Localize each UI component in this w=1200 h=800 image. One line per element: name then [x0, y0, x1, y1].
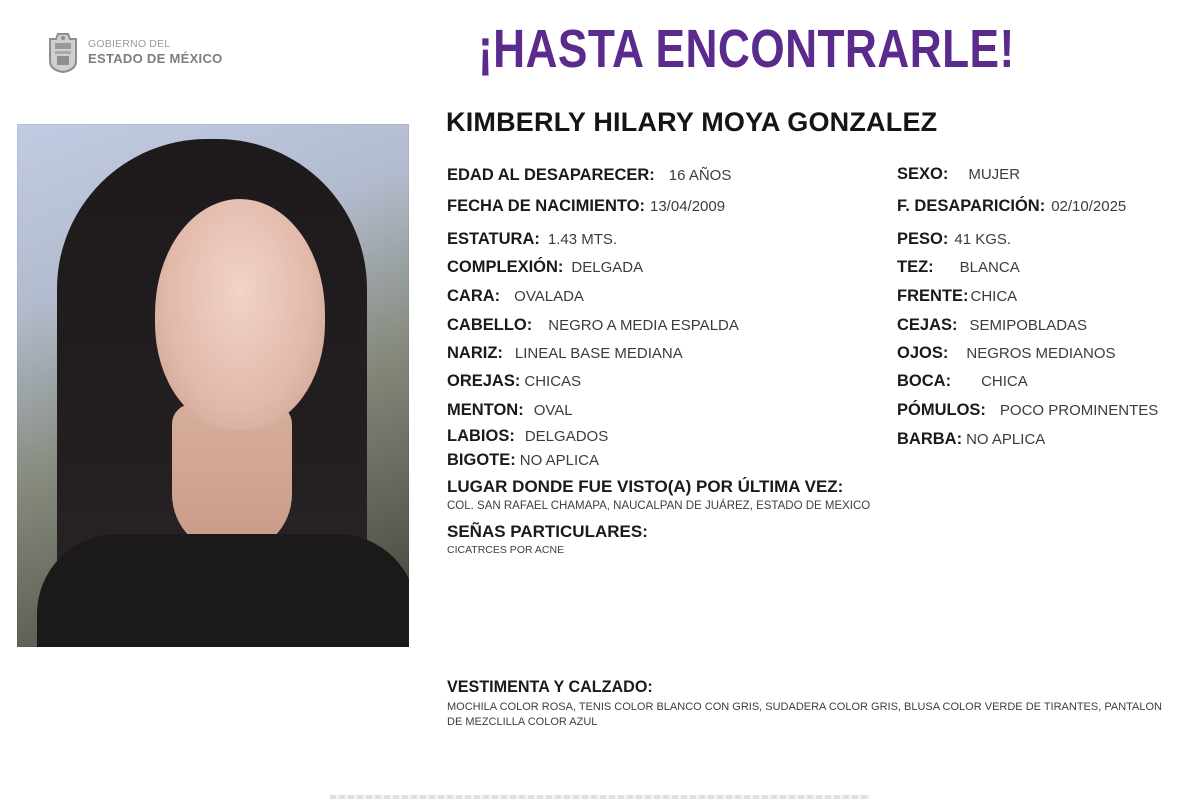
field-value: MUJER — [968, 166, 1021, 183]
field-edad — [447, 167, 731, 184]
field-value: 13/04/2009 — [650, 198, 726, 215]
field-frente — [897, 288, 1017, 305]
field-label: OREJAS: — [447, 372, 521, 390]
field-label: BIGOTE: — [447, 451, 516, 469]
field-label: SEXO: — [897, 165, 949, 183]
field-pomulos — [897, 402, 1158, 419]
field-complexion — [447, 259, 643, 276]
state-crest-icon — [46, 31, 80, 73]
field-label: FRENTE: — [897, 287, 969, 305]
field-label: BOCA: — [897, 372, 952, 390]
field-label: PESO: — [897, 230, 949, 248]
field-value: CHICA — [981, 373, 1028, 390]
field-estatura — [447, 231, 617, 248]
field-label: MENTON: — [447, 401, 524, 419]
field-value: DELGADOS — [524, 428, 609, 445]
field-orejas — [447, 373, 581, 390]
government-logo — [46, 31, 223, 73]
field-cabello — [447, 317, 739, 334]
field-nariz — [447, 345, 683, 362]
person-name: KIMBERLY HILARY MOYA GONZALEZ — [446, 107, 938, 137]
field-bigote — [447, 452, 599, 469]
field-fecha-desaparicion — [897, 198, 1126, 215]
field-value: SEMIPOBLADAS — [969, 317, 1088, 334]
field-barba — [897, 431, 1045, 448]
clothing-text: MOCHILA COLOR ROSA, TENIS COLOR BLANCO CON GRIS, SUDADERA COLOR GRIS, BLUSA COLOR VERDE DE TIRANTES, PANTALON DE MEZCLILLA COLOR AZUL — [447, 701, 1162, 728]
field-value: NEGRO A MEDIA ESPALDA — [548, 317, 739, 334]
field-label: ESTATURA: — [447, 230, 540, 248]
field-label: CABELLO: — [447, 316, 533, 334]
field-label: TEZ: — [897, 258, 934, 276]
field-value: 16 AÑOS — [668, 167, 732, 184]
field-tez — [897, 259, 1020, 276]
field-label: NARIZ: — [447, 344, 503, 362]
field-value: LINEAL BASE MEDIANA — [514, 345, 683, 362]
field-label: BARBA: — [897, 430, 963, 448]
field-value: DELGADA — [571, 259, 644, 276]
field-label: CEJAS: — [897, 316, 958, 334]
field-value: NO APLICA — [966, 431, 1046, 448]
logo-line2: ESTADO DE MÉXICO — [88, 50, 223, 66]
last-seen-title: LUGAR DONDE FUE VISTO(A) POR ÚLTIMA VEZ: — [447, 477, 844, 496]
field-value: NEGROS MEDIANOS — [966, 345, 1116, 362]
field-value: 1.43 MTS. — [547, 231, 618, 248]
field-cejas — [897, 317, 1087, 334]
field-value: OVALADA — [514, 288, 584, 305]
field-label: F. DESAPARICIÓN: — [897, 197, 1046, 215]
field-value: NO APLICA — [519, 452, 599, 469]
field-label: LABIOS: — [447, 427, 515, 445]
field-cara — [447, 288, 584, 305]
photo-face-shape — [155, 199, 325, 429]
headline: ¡HASTA ENCONTRARLE! — [478, 19, 1015, 79]
field-fecha-nacimiento — [447, 198, 725, 215]
field-label: EDAD AL DESAPARECER: — [447, 166, 655, 184]
field-sexo — [897, 166, 1020, 183]
logo-line1: GOBIERNO DEL — [88, 38, 171, 51]
field-label: PÓMULOS: — [897, 401, 986, 419]
clothing-title: VESTIMENTA Y CALZADO: — [447, 677, 653, 696]
marks-title: SEÑAS PARTICULARES: — [447, 522, 648, 541]
photo-clothing-shape — [37, 534, 409, 647]
cut-off-footer-text — [330, 795, 870, 799]
field-labios — [447, 428, 608, 445]
field-label: CARA: — [447, 287, 501, 305]
field-value: CHICAS — [524, 373, 582, 390]
last-seen-text: COL. SAN RAFAEL CHAMAPA, NAUCALPAN DE JUÁREZ, ESTADO DE MEXICO — [447, 500, 871, 512]
field-value: BLANCA — [959, 259, 1020, 276]
field-value: 41 KGS. — [954, 231, 1012, 248]
field-value: CHICA — [970, 288, 1018, 305]
marks-text: CICATRCES POR ACNE — [447, 544, 565, 556]
field-label: COMPLEXIÓN: — [447, 258, 564, 276]
field-peso — [897, 231, 1011, 248]
field-value: OVAL — [533, 402, 573, 419]
field-menton — [447, 402, 573, 419]
field-value: POCO PROMINENTES — [999, 402, 1159, 419]
field-label: FECHA DE NACIMIENTO: — [447, 197, 645, 215]
field-boca — [897, 373, 1028, 390]
person-photo — [17, 124, 409, 647]
field-ojos — [897, 345, 1116, 362]
field-label: OJOS: — [897, 344, 949, 362]
field-value: 02/10/2025 — [1051, 198, 1127, 215]
